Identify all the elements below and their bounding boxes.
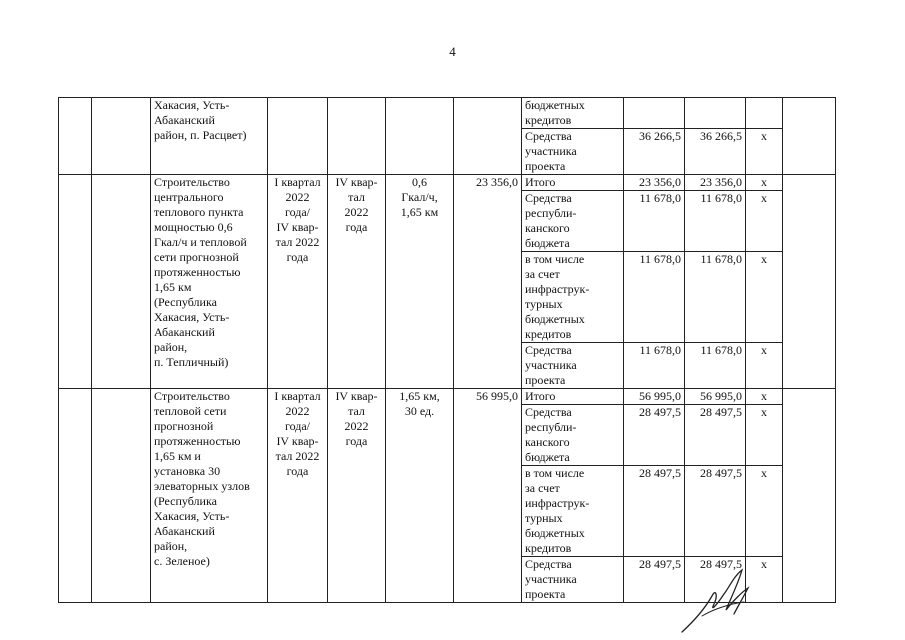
index-cell	[59, 175, 92, 389]
capacity-cell: 0,6 Гкал/ч, 1,65 км	[386, 175, 454, 389]
amount-total-cell: 11 678,0	[624, 191, 685, 252]
amount-2022-cell: 11 678,0	[685, 252, 746, 343]
end-date-cell	[328, 98, 386, 175]
page-number: 4	[449, 44, 456, 59]
subject-cell	[92, 389, 151, 603]
source-label-cell: Средства участника проекта	[522, 129, 624, 175]
mark-cell: х	[746, 466, 783, 557]
mark-cell: х	[746, 191, 783, 252]
object-name-cell: Строительство центрального теплового пункта мощностью 0,6 Гкал/ч и тепловой сети прогнозной протяженностью 1,65 км (Республика Хакасия, Усть- Абаканский район, п. Тепличный)	[151, 175, 268, 389]
cost-cell: 56 995,0	[454, 389, 522, 603]
amount-2022-cell	[685, 98, 746, 129]
table-row	[59, 98, 836, 129]
source-label-cell: Итого	[522, 389, 624, 405]
amount-total-cell: 23 356,0	[624, 175, 685, 191]
financing-table	[58, 97, 836, 603]
notes-cell	[783, 98, 836, 175]
source-label-cell: в том числе за счет инфраструк- турных бюджетных кредитов	[522, 466, 624, 557]
table-row	[59, 389, 836, 405]
amount-2022-cell: 11 678,0	[685, 191, 746, 252]
mark-cell	[746, 98, 783, 129]
source-label-cell: Средства республи- канского бюджета	[522, 191, 624, 252]
table-row	[59, 175, 836, 191]
object-name-cell: Хакасия, Усть- Абаканский район, п. Расцвет)	[151, 98, 268, 175]
amount-2022-cell: 11 678,0	[685, 343, 746, 389]
notes-cell	[783, 175, 836, 389]
mark-cell: х	[746, 252, 783, 343]
source-label-cell: Средства республи- канского бюджета	[522, 405, 624, 466]
object-name-cell: Строительство тепловой сети прогнозной протяженностью 1,65 км и установка 30 элеваторных узлов (Республика Хакасия, Усть- Абаканский район, с. Зеленое)	[151, 389, 268, 603]
mark-cell: х	[746, 343, 783, 389]
end-date-cell: IV квар- тал 2022 года	[328, 175, 386, 389]
end-date-cell: IV квар- тал 2022 года	[328, 389, 386, 603]
amount-total-cell: 11 678,0	[624, 252, 685, 343]
notes-cell	[783, 389, 836, 603]
amount-2022-cell: 28 497,5	[685, 466, 746, 557]
start-date-cell	[268, 98, 328, 175]
subject-cell	[92, 175, 151, 389]
mark-cell: х	[746, 557, 783, 603]
index-cell	[59, 389, 92, 603]
capacity-cell	[386, 98, 454, 175]
amount-2022-cell: 23 356,0	[685, 175, 746, 191]
source-label-cell: Средства участника проекта	[522, 343, 624, 389]
capacity-cell: 1,65 км, 30 ед.	[386, 389, 454, 603]
amount-total-cell: 56 995,0	[624, 389, 685, 405]
amount-2022-cell: 28 497,5	[685, 557, 746, 603]
start-date-cell: I квартал 2022 года/ IV квар- тал 2022 года	[268, 389, 328, 603]
amount-total-cell: 11 678,0	[624, 343, 685, 389]
index-cell	[59, 98, 92, 175]
amount-total-cell: 28 497,5	[624, 405, 685, 466]
mark-cell: х	[746, 405, 783, 466]
amount-2022-cell: 36 266,5	[685, 129, 746, 175]
amount-total-cell	[624, 98, 685, 129]
source-label-cell: Средства участника проекта	[522, 557, 624, 603]
cost-cell	[454, 98, 522, 175]
amount-total-cell: 36 266,5	[624, 129, 685, 175]
mark-cell: х	[746, 389, 783, 405]
cost-cell: 23 356,0	[454, 175, 522, 389]
signature	[672, 566, 782, 636]
start-date-cell: I квартал 2022 года/ IV квар- тал 2022 года	[268, 175, 328, 389]
amount-2022-cell: 56 995,0	[685, 389, 746, 405]
amount-2022-cell: 28 497,5	[685, 405, 746, 466]
source-label-cell: в том числе за счет инфраструк- турных бюджетных кредитов	[522, 252, 624, 343]
amount-total-cell: 28 497,5	[624, 466, 685, 557]
mark-cell: х	[746, 175, 783, 191]
amount-total-cell: 28 497,5	[624, 557, 685, 603]
source-label-cell: бюджетных кредитов	[522, 98, 624, 129]
subject-cell	[92, 98, 151, 175]
mark-cell: х	[746, 129, 783, 175]
source-label-cell: Итого	[522, 175, 624, 191]
